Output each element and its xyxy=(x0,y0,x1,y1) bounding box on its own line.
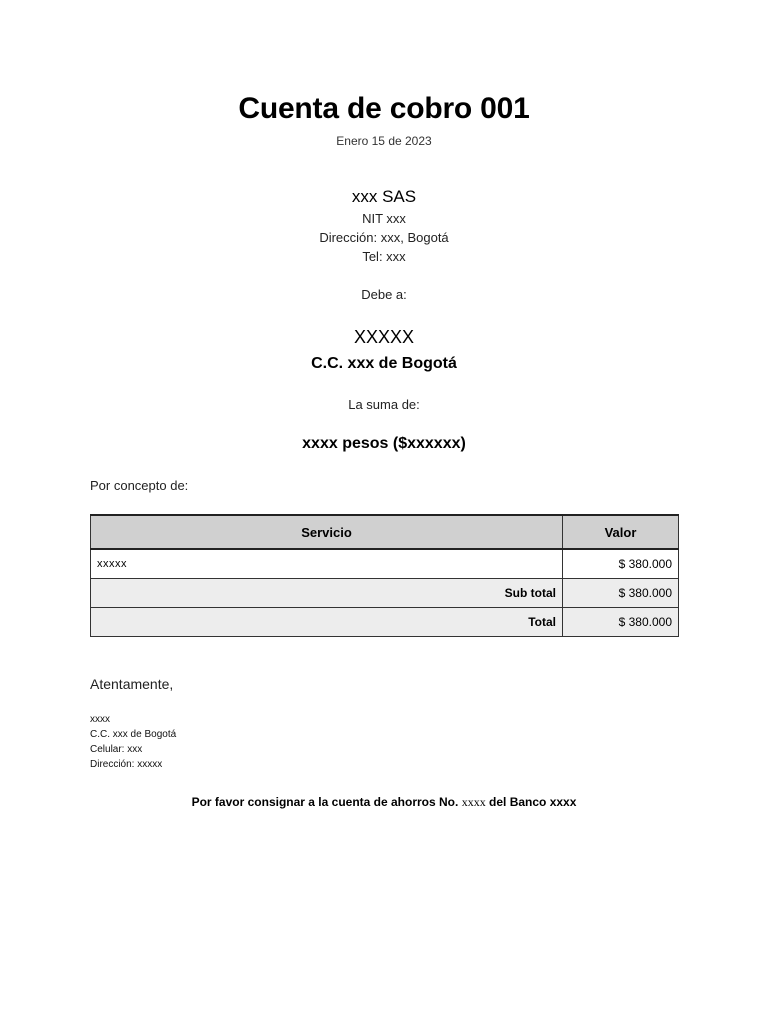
payment-suffix: del Banco xxxx xyxy=(489,795,577,809)
debtor-name: xxx SAS xyxy=(351,187,417,206)
sum-label: La suma de: xyxy=(348,397,420,412)
services-table xyxy=(90,514,679,637)
owes-label: Debe a: xyxy=(361,287,407,302)
total-value: $ 380.000 xyxy=(563,608,679,637)
signature-id: C.C. xxx de Bogotá xyxy=(90,729,177,740)
creditor-name: XXXXX xyxy=(353,327,415,347)
total-label: Total xyxy=(91,608,563,637)
total-row xyxy=(91,608,679,637)
table-row xyxy=(91,549,679,579)
debtor-address: Dirección: xxx, Bogotá xyxy=(319,230,449,245)
debtor-phone: Tel: xxx xyxy=(362,249,406,264)
closing-text: Atentamente, xyxy=(90,676,174,692)
document-date: Enero 15 de 2023 xyxy=(336,134,432,148)
header-value: Valor xyxy=(563,515,679,549)
payment-instructions xyxy=(0,795,768,810)
table-header-row xyxy=(91,515,679,549)
row-service: xxxxx xyxy=(91,549,563,579)
concept-label: Por concepto de: xyxy=(90,478,189,493)
subtotal-label: Sub total xyxy=(91,579,563,608)
payment-prefix: Por favor consignar a la cuenta de ahorros No. xyxy=(191,795,459,809)
signature-name: xxxx xyxy=(90,714,110,725)
signature-phone: Celular: xxx xyxy=(90,744,143,755)
signature-address: Dirección: xxxxx xyxy=(90,759,163,770)
document-title: Cuenta de cobro 001 xyxy=(238,92,530,125)
row-value: $ 380.000 xyxy=(563,549,679,579)
creditor-id: C.C. xxx de Bogotá xyxy=(311,355,457,372)
debtor-nit: NIT xxx xyxy=(362,211,406,226)
header-service: Servicio xyxy=(91,515,563,549)
account-number: xxxx xyxy=(461,795,486,809)
subtotal-row xyxy=(91,579,679,608)
subtotal-value: $ 380.000 xyxy=(563,579,679,608)
amount-text: xxxx pesos ($xxxxxx) xyxy=(302,435,466,452)
